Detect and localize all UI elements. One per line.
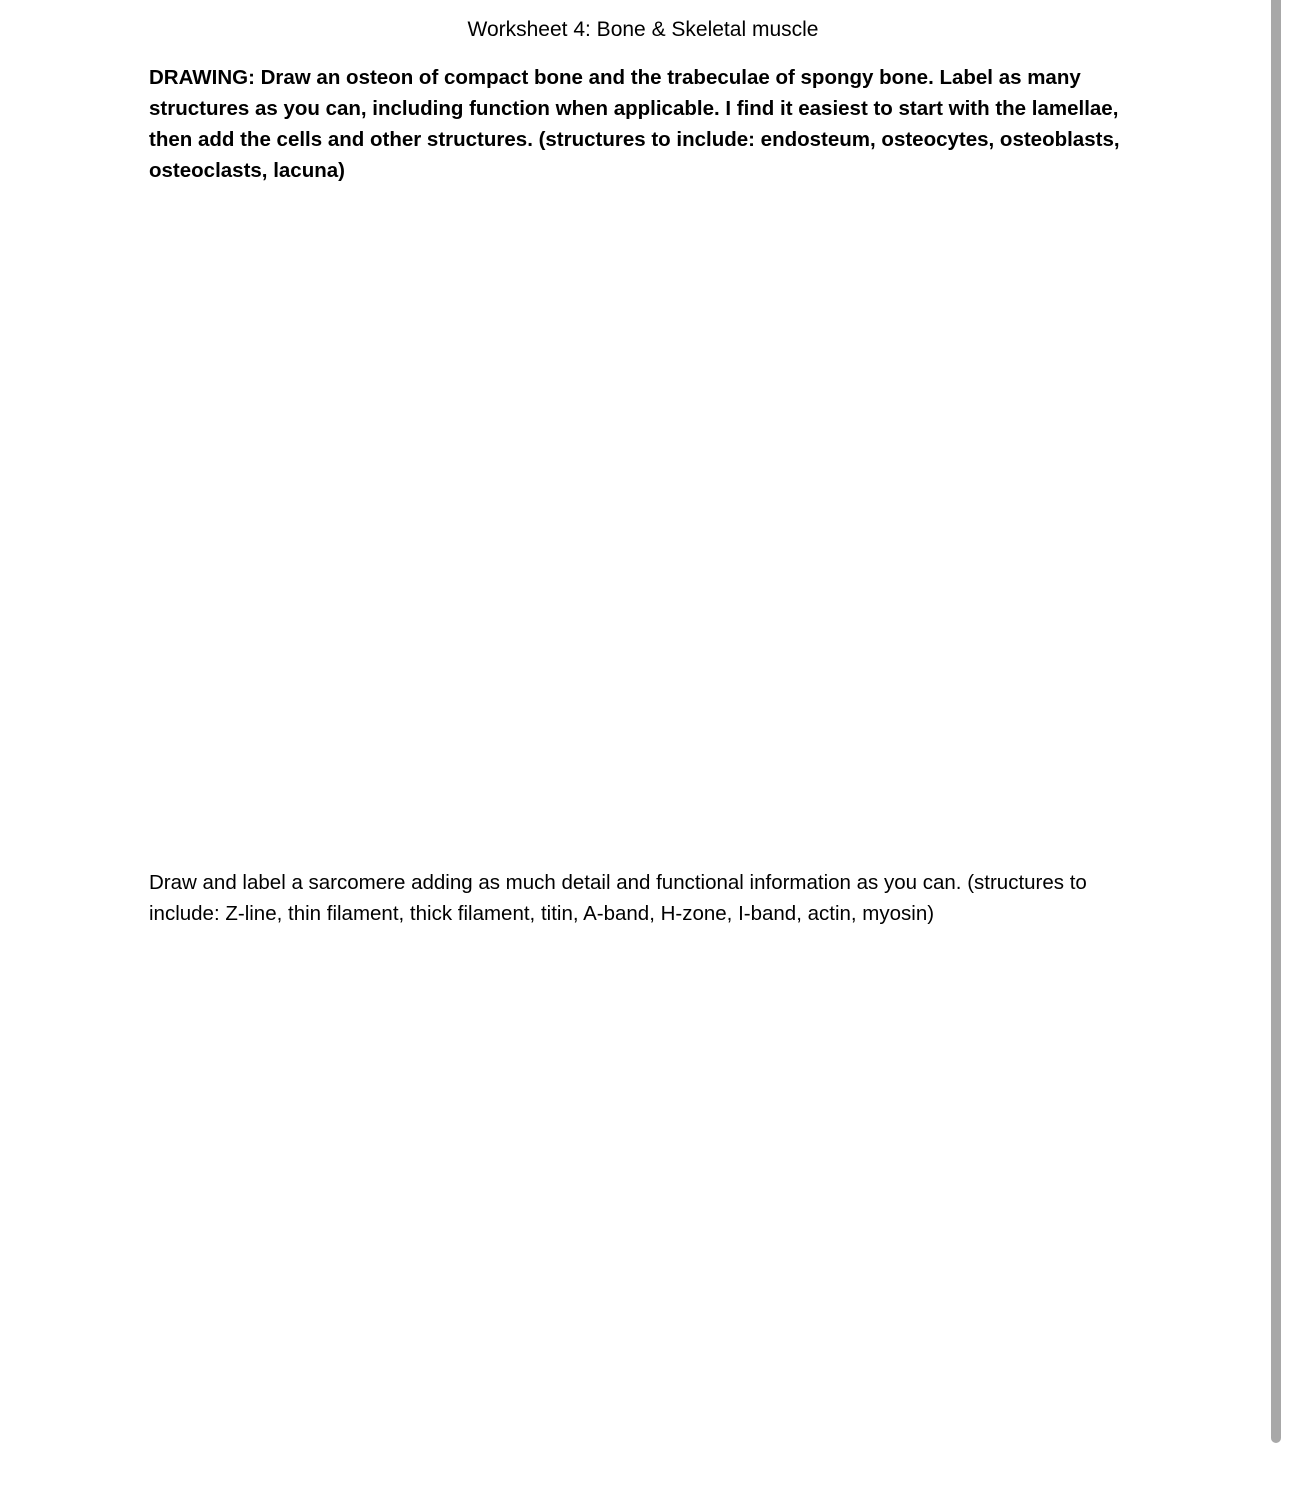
worksheet-title: Worksheet 4: Bone & Skeletal muscle [467, 18, 819, 41]
osteon-drawing-area [149, 190, 1139, 850]
scrollbar-thumb[interactable] [1271, 0, 1281, 1443]
sarcomere-drawing-area [149, 930, 1139, 1470]
question-osteon-drawing: DRAWING: Draw an osteon of compact bone and the trabeculae of spongy bone. Label as many structures as you can, including function when applicable. I find it easiest to start with the lamellae, then add the cells and other structures. (structures to include: endosteum, osteocytes, osteoblasts, osteoclasts, lacuna) [149, 66, 1120, 182]
question-sarcomere-drawing: Draw and label a sarcomere adding as much detail and functional information as you can. (structures to include: Z-line, thin filament, thick filament, titin, A-band, H-zone, I-band, actin, myosin) [149, 871, 1087, 925]
